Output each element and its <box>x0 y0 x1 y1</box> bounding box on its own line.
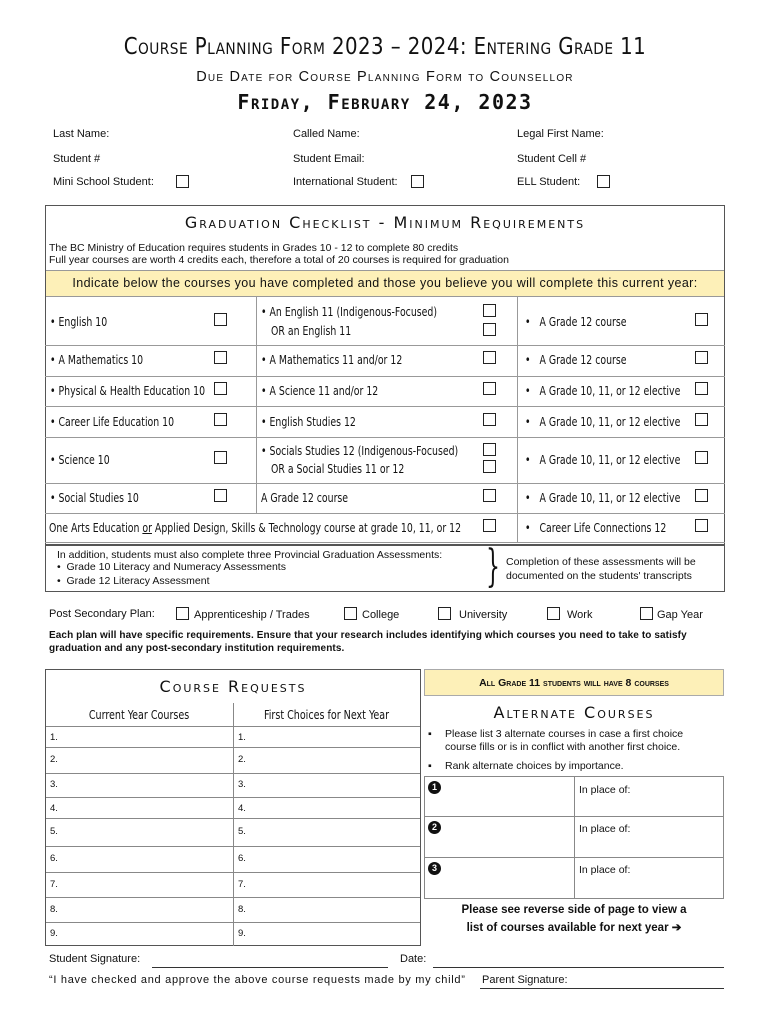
req-col3-6-checkbox[interactable] <box>695 489 708 502</box>
checklist-desc-1: The BC Ministry of Education requires students in Grades 10 - 12 to complete 80 credits <box>49 242 459 254</box>
current-row-5[interactable]: 5. <box>50 826 58 837</box>
req-science-11-12-checkbox[interactable] <box>483 382 496 395</box>
current-row-1[interactable]: 1. <box>50 732 58 743</box>
req-col3-7-checkbox[interactable] <box>695 519 708 532</box>
work-label: Work <box>567 609 593 621</box>
current-row-6[interactable]: 6. <box>50 853 58 864</box>
post-secondary-label: Post Secondary Plan: <box>49 608 155 620</box>
current-row-2[interactable]: 2. <box>50 754 58 765</box>
mini-school-label: Mini School Student: <box>53 176 154 188</box>
alternate-1-in-place[interactable]: In place of: <box>579 784 631 796</box>
req-socials-12-indig: • Socials Studies 12 (Indigenous-Focused) <box>261 444 459 458</box>
first-row-2[interactable]: 2. <box>238 754 246 765</box>
current-row-8[interactable]: 8. <box>50 904 58 915</box>
parent-signature-line[interactable] <box>480 988 724 989</box>
first-row-1[interactable]: 1. <box>238 732 246 743</box>
alternates-col-line <box>574 776 575 899</box>
req-col3-7: • Career Life Connections 12 <box>525 521 667 535</box>
first-row-7[interactable]: 7. <box>238 879 246 890</box>
requests-row-line <box>46 897 420 898</box>
alternates-title: Alternate Courses <box>493 703 655 722</box>
university-checkbox[interactable] <box>438 607 451 620</box>
requests-row-line <box>46 773 420 774</box>
req-col3-3: • A Grade 10, 11, or 12 elective <box>525 384 681 398</box>
first-row-6[interactable]: 6. <box>238 853 246 864</box>
requests-row-line <box>46 846 420 847</box>
first-row-9[interactable]: 9. <box>238 928 246 939</box>
reverse-note-1: Please see reverse side of page to view a <box>461 904 687 916</box>
req-socials-10: • Social Studies 10 <box>50 491 139 505</box>
due-date: Friday, February 24, 2023 <box>237 90 533 114</box>
req-col3-5: • A Grade 10, 11, or 12 elective <box>525 453 681 467</box>
form-subtitle: Due Date for Course Planning Form to Counsellor <box>196 69 574 85</box>
req-math-10: • A Mathematics 10 <box>50 353 144 367</box>
req-col3-6: • A Grade 10, 11, or 12 elective <box>525 491 681 505</box>
requests-row-line <box>46 726 420 727</box>
student-email-label: Student Email: <box>293 153 365 165</box>
req-english-studies-12: • English Studies 12 <box>261 415 356 429</box>
eight-courses-text: All Grade 11 students will have 8 courses <box>479 677 669 689</box>
alternate-3-in-place[interactable]: In place of: <box>579 864 631 876</box>
college-checkbox[interactable] <box>344 607 357 620</box>
alternate-2-in-place[interactable]: In place of: <box>579 823 631 835</box>
requests-row-line <box>46 797 420 798</box>
first-choices-header: First Choices for Next Year <box>264 707 390 722</box>
reverse-note-2: list of courses available for next year ➔ <box>466 922 682 934</box>
mini-school-checkbox[interactable] <box>176 175 189 188</box>
req-col3-1-checkbox[interactable] <box>695 313 708 326</box>
grid-line <box>45 406 725 407</box>
requests-row-line <box>46 818 420 819</box>
current-row-4[interactable]: 4. <box>50 803 58 814</box>
requests-col-line <box>233 703 234 946</box>
req-english-11-indig-checkbox[interactable] <box>483 304 496 317</box>
grid-line <box>45 437 725 438</box>
arrow-right-icon: ➔ <box>671 922 682 934</box>
req-cle-10-checkbox[interactable] <box>214 413 227 426</box>
university-label: University <box>459 609 508 621</box>
apprenticeship-label: Apprenticeship / Trades <box>194 609 310 621</box>
req-socials-10-checkbox[interactable] <box>214 489 227 502</box>
req-col3-3-checkbox[interactable] <box>695 382 708 395</box>
req-col3-5-checkbox[interactable] <box>695 451 708 464</box>
requests-row-line <box>46 747 420 748</box>
alternates-bullet-1: Please list 3 alternate courses in case a first choice course fills or is in conflict with another first choice. <box>445 728 684 753</box>
grid-col-line <box>517 297 518 542</box>
req-grade-12-course: A Grade 12 course <box>261 491 349 505</box>
work-checkbox[interactable] <box>547 607 560 620</box>
current-year-header: Current Year Courses <box>88 707 190 722</box>
req-socials-11-12-checkbox[interactable] <box>483 460 496 473</box>
ell-checkbox[interactable] <box>597 175 610 188</box>
gap-year-label: Gap Year <box>657 609 703 621</box>
req-phe-10: • Physical & Health Education 10 <box>50 384 206 398</box>
requests-row-line <box>46 872 420 873</box>
assessment-1: • Grade 10 Literacy and Numeracy Assessments <box>57 561 286 573</box>
grid-line <box>45 542 725 543</box>
alternates-bullet-2: Rank alternate choices by importance. <box>445 760 624 772</box>
req-arts-adst: One Arts Education or Applied Design, Skills & Technology course at grade 10, 11, or 12 <box>49 521 462 535</box>
approval-statement: “I have checked and approve the above course requests made by my child” <box>49 974 466 986</box>
international-label: International Student: <box>293 176 398 188</box>
current-row-3[interactable]: 3. <box>50 779 58 790</box>
req-col3-2-checkbox[interactable] <box>695 351 708 364</box>
parent-signature-label: Parent Signature: <box>482 974 568 986</box>
date-line[interactable] <box>433 967 724 968</box>
checklist-title: Graduation Checklist - Minimum Requirements <box>184 213 586 232</box>
current-row-7[interactable]: 7. <box>50 879 58 890</box>
req-phe-10-checkbox[interactable] <box>214 382 227 395</box>
student-number-label: Student # <box>53 153 101 165</box>
instruction-text: Indicate below the courses you have completed and those you believe you will complete this current year: <box>72 276 698 290</box>
first-row-5[interactable]: 5. <box>238 826 246 837</box>
req-col3-1: • A Grade 12 course <box>525 315 627 329</box>
assessment-2: • Grade 12 Literacy Assessment <box>57 575 210 587</box>
req-english-11-indig: • An English 11 (Indigenous-Focused) <box>261 305 437 319</box>
college-label: College <box>362 609 400 621</box>
post-secondary-note: Each plan will have specific requirements. Ensure that your research includes identifying which courses you need to take to satisfy graduation and any post-secondary institution requirements. <box>49 630 687 654</box>
brace-icon: } <box>486 541 500 592</box>
req-socials-11-12: OR a Social Studies 11 or 12 <box>271 462 405 476</box>
req-english-10-checkbox[interactable] <box>214 313 227 326</box>
alternate-2-marker: 2 <box>428 821 441 834</box>
req-math-10-checkbox[interactable] <box>214 351 227 364</box>
grid-line <box>45 483 725 484</box>
req-col3-4: • A Grade 10, 11, or 12 elective <box>525 415 681 429</box>
req-math-11-12: • A Mathematics 11 and/or 12 <box>261 353 403 367</box>
req-arts-adst-checkbox[interactable] <box>483 519 496 532</box>
req-math-11-12-checkbox[interactable] <box>483 351 496 364</box>
first-row-4[interactable]: 4. <box>238 803 246 814</box>
called-name-label: Called Name: <box>293 128 360 140</box>
grid-line <box>45 345 725 346</box>
grid-line <box>45 376 725 377</box>
grid-col-line <box>256 297 257 513</box>
first-row-3[interactable]: 3. <box>238 779 246 790</box>
alternate-3-marker: 3 <box>428 862 441 875</box>
student-signature-line[interactable] <box>152 967 388 968</box>
req-grade-12-course-checkbox[interactable] <box>483 489 496 502</box>
legal-first-name-label: Legal First Name: <box>517 128 604 140</box>
req-science-10-checkbox[interactable] <box>214 451 227 464</box>
req-english-10: • English 10 <box>50 315 108 329</box>
last-name-label: Last Name: <box>53 128 110 140</box>
bullet-icon: ▪ <box>428 728 432 740</box>
first-row-8[interactable]: 8. <box>238 904 246 915</box>
req-science-11-12: • A Science 11 and/or 12 <box>261 384 379 398</box>
req-col3-4-checkbox[interactable] <box>695 413 708 426</box>
checklist-desc-2: Full year courses are worth 4 credits each, therefore a total of 20 courses is required for graduation <box>49 254 509 266</box>
req-english-studies-12-checkbox[interactable] <box>483 413 496 426</box>
req-english-11: OR an English 11 <box>271 324 352 338</box>
assessments-intro: In addition, students must also complete three Provincial Graduation Assessments: <box>57 549 443 561</box>
current-row-9[interactable]: 9. <box>50 928 58 939</box>
req-col3-2: • A Grade 12 course <box>525 353 627 367</box>
international-checkbox[interactable] <box>411 175 424 188</box>
req-socials-12-indig-checkbox[interactable] <box>483 443 496 456</box>
date-label: Date: <box>400 953 427 965</box>
ell-label: ELL Student: <box>517 176 581 188</box>
student-cell-label: Student Cell # <box>517 153 587 165</box>
req-english-11-checkbox[interactable] <box>483 323 496 336</box>
req-science-10: • Science 10 <box>50 453 110 467</box>
assessments-note: Completion of these assessments will be documented on the students' transcripts <box>506 556 696 582</box>
apprenticeship-checkbox[interactable] <box>176 607 189 620</box>
grid-line <box>45 513 725 514</box>
student-signature-label: Student Signature: <box>49 953 141 965</box>
alternate-1-marker: 1 <box>428 781 441 794</box>
requests-row-line <box>46 922 420 923</box>
gap-year-checkbox[interactable] <box>640 607 653 620</box>
bullet-icon: ▪ <box>428 760 432 772</box>
form-title: Course Planning Form 2023 – 2024: Entering Grade 11 <box>123 34 647 60</box>
course-requests-title: Course Requests <box>159 677 307 696</box>
req-cle-10: • Career Life Education 10 <box>50 415 175 429</box>
